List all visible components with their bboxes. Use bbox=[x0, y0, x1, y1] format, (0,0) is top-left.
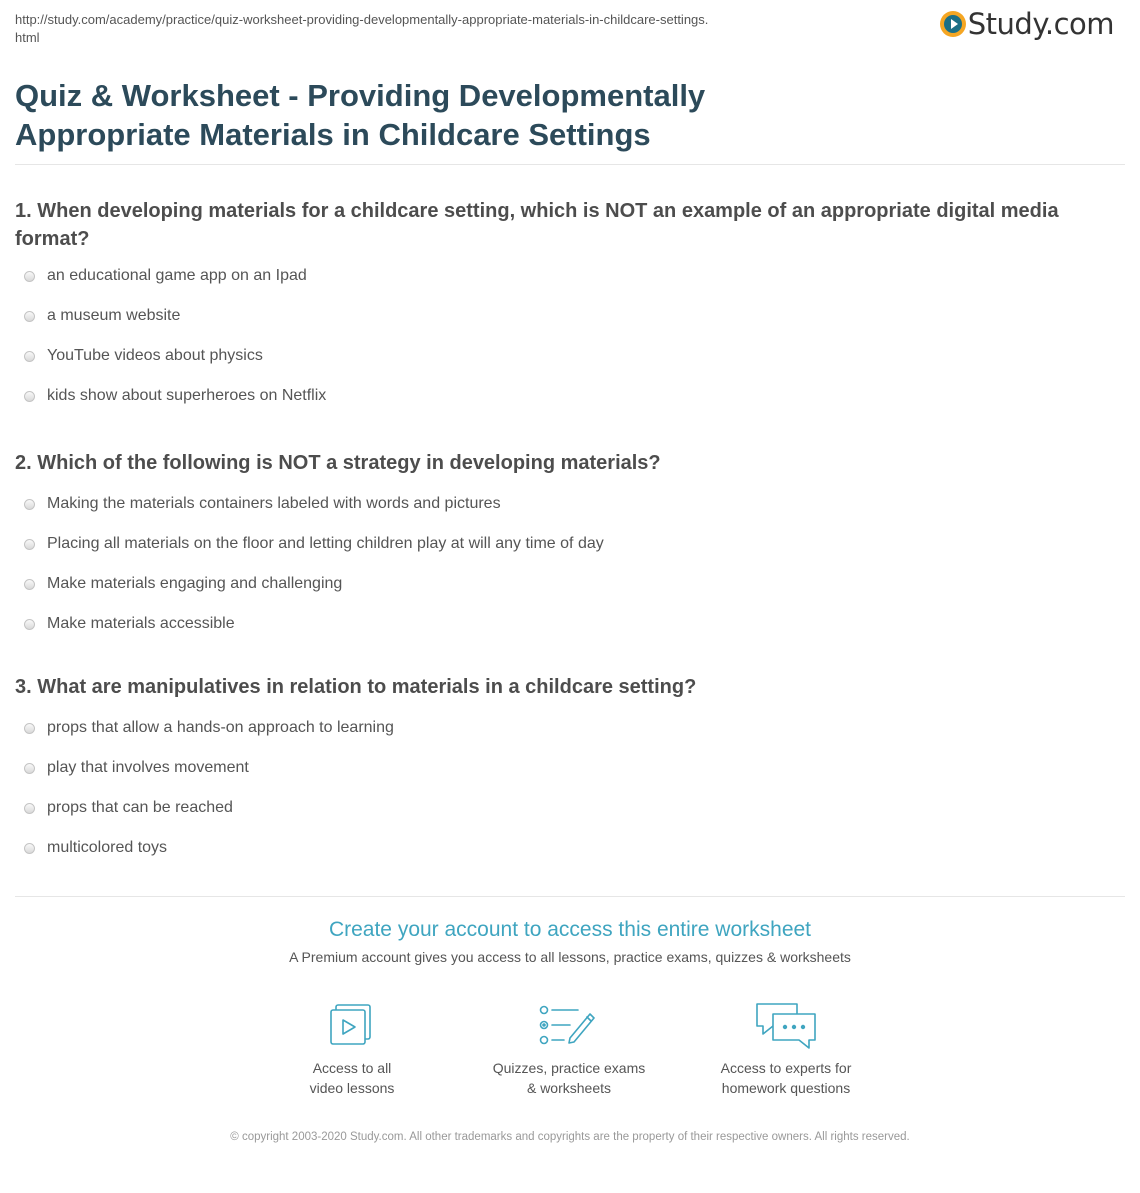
quiz-checklist-icon bbox=[536, 1000, 602, 1052]
radio-button-icon[interactable] bbox=[24, 351, 35, 362]
title-line-2: Appropriate Materials in Childcare Settings bbox=[15, 117, 651, 152]
answer-label: Make materials engaging and challenging bbox=[47, 575, 343, 592]
feature-label-line-1: Access to all bbox=[312, 1060, 392, 1076]
answer-option[interactable] bbox=[15, 256, 1125, 296]
answer-label: an educational game app on an Ipad bbox=[47, 267, 307, 284]
answer-label: Placing all materials on the floor and letting children play at will any time of day bbox=[47, 535, 604, 552]
answer-label: kids show about superheroes on Netflix bbox=[47, 387, 327, 404]
radio-button-icon[interactable] bbox=[24, 803, 35, 814]
page-url: http://study.com/academy/practice/quiz-worksheet-providing-developmentally-appropriate-materials-in-childcare-settings.html bbox=[15, 12, 709, 45]
radio-button-icon[interactable] bbox=[24, 539, 35, 550]
answer-option[interactable] bbox=[15, 708, 1125, 748]
answer-label: play that involves movement bbox=[47, 759, 249, 776]
chat-bubbles-icon bbox=[753, 1000, 819, 1052]
page-title bbox=[15, 76, 1015, 154]
feature-label-line-2: video lessons bbox=[309, 1080, 395, 1096]
answer-label: Make materials accessible bbox=[47, 615, 235, 632]
answer-label: props that allow a hands-on approach to learning bbox=[47, 719, 394, 736]
answer-option[interactable] bbox=[15, 564, 1125, 604]
feature-label-line-2: homework questions bbox=[721, 1080, 851, 1096]
answer-option[interactable] bbox=[15, 296, 1125, 336]
answer-option[interactable] bbox=[15, 524, 1125, 564]
answer-option[interactable] bbox=[15, 484, 1125, 524]
answer-option[interactable] bbox=[15, 788, 1125, 828]
answer-label: multicolored toys bbox=[47, 839, 168, 856]
radio-button-icon[interactable] bbox=[24, 499, 35, 510]
answer-option[interactable] bbox=[15, 336, 1125, 376]
answer-label: YouTube videos about physics bbox=[47, 347, 263, 364]
feature-label bbox=[686, 1058, 886, 1098]
answer-options bbox=[15, 256, 1125, 416]
question-1 bbox=[15, 197, 1125, 416]
question-2 bbox=[15, 449, 1125, 644]
answer-label: props that can be reached bbox=[47, 799, 233, 816]
create-account-link[interactable]: Create your account to access this entire worksheet bbox=[328, 918, 812, 941]
video-lessons-icon bbox=[319, 1000, 385, 1052]
title-divider bbox=[15, 164, 1125, 165]
feature-label bbox=[252, 1058, 452, 1098]
answer-option[interactable] bbox=[15, 748, 1125, 788]
radio-button-icon[interactable] bbox=[24, 271, 35, 282]
feature-label-line-1: Access to experts for bbox=[720, 1060, 852, 1076]
copyright-notice: © copyright 2003-2020 Study.com. All other trademarks and copyrights are the property of their respective owners. All rights reserved. bbox=[230, 1131, 910, 1143]
answer-label: a museum website bbox=[47, 307, 181, 324]
play-logo-icon bbox=[940, 11, 966, 37]
radio-button-icon[interactable] bbox=[24, 763, 35, 774]
radio-button-icon[interactable] bbox=[24, 843, 35, 854]
logo-text: Study.com bbox=[967, 7, 1114, 41]
radio-button-icon[interactable] bbox=[24, 619, 35, 630]
radio-button-icon[interactable] bbox=[24, 391, 35, 402]
answer-options bbox=[15, 484, 1125, 644]
feature-label bbox=[469, 1058, 669, 1098]
question-text: 2. Which of the following is NOT a strategy in developing materials? bbox=[15, 452, 661, 474]
answer-option[interactable] bbox=[15, 604, 1125, 644]
study-logo[interactable] bbox=[940, 6, 1114, 42]
premium-description: A Premium account gives you access to all lessons, practice exams, quizzes & worksheets bbox=[289, 949, 851, 965]
question-text: 3. What are manipulatives in relation to materials in a childcare setting? bbox=[15, 676, 697, 698]
radio-button-icon[interactable] bbox=[24, 311, 35, 322]
feature-experts bbox=[686, 1000, 886, 1098]
radio-button-icon[interactable] bbox=[24, 579, 35, 590]
feature-quizzes bbox=[469, 1000, 669, 1098]
answer-option[interactable] bbox=[15, 376, 1125, 416]
radio-button-icon[interactable] bbox=[24, 723, 35, 734]
cta-divider bbox=[15, 896, 1125, 897]
answer-options bbox=[15, 708, 1125, 868]
feature-label-line-1: Quizzes, practice exams bbox=[492, 1060, 646, 1076]
answer-label: Making the materials containers labeled with words and pictures bbox=[47, 495, 501, 512]
question-text: 1. When developing materials for a childcare setting, which is NOT an example of an appropriate digital media format? bbox=[15, 200, 1059, 250]
question-3 bbox=[15, 673, 1125, 868]
feature-label-line-2: & worksheets bbox=[526, 1080, 612, 1096]
answer-option[interactable] bbox=[15, 828, 1125, 868]
title-line-1: Quiz & Worksheet - Providing Developmentally bbox=[15, 78, 706, 113]
feature-video-lessons bbox=[252, 1000, 452, 1098]
